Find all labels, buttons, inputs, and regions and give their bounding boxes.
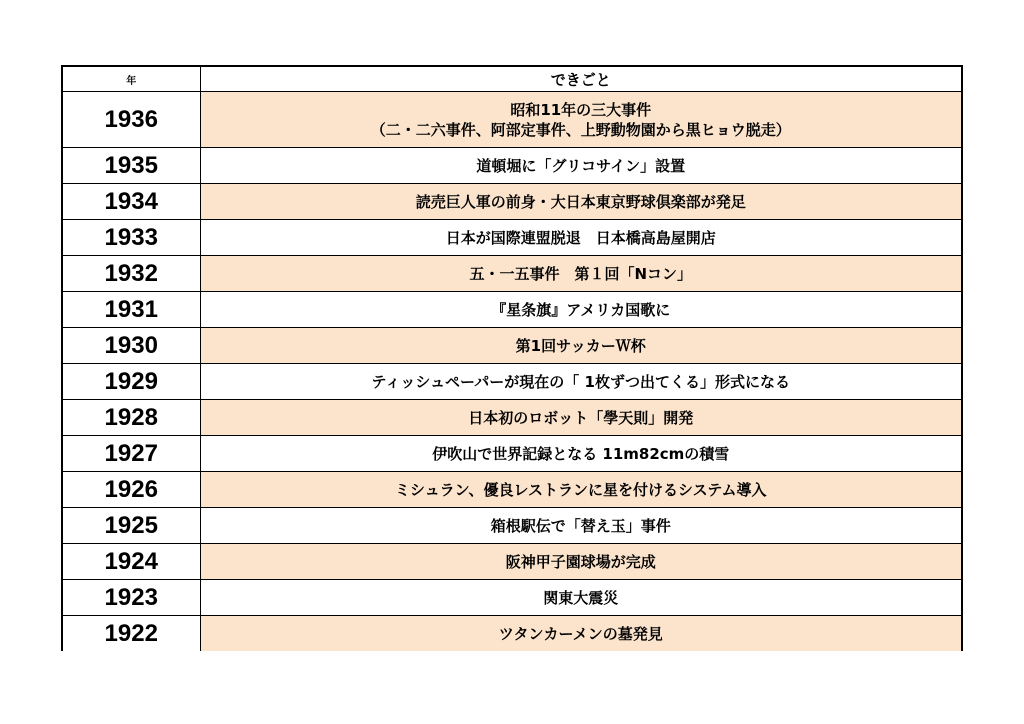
event-cell bbox=[200, 580, 962, 616]
event-text: 日本初のロボット「學天則」開発 bbox=[468, 408, 694, 427]
event-text: （二・二六事件、阿部定事件、上野動物園から黒ヒョウ脱走） bbox=[370, 120, 791, 139]
year-cell: 1922 bbox=[62, 616, 200, 652]
year-cell: 1933 bbox=[62, 220, 200, 256]
year-cell: 1926 bbox=[62, 472, 200, 508]
table-body bbox=[62, 92, 962, 652]
event-cell bbox=[200, 148, 962, 184]
event-text: 関東大震災 bbox=[543, 588, 619, 607]
event-text: ティッシュペーパーが現在の「 1枚ずつ出てくる」形式になる bbox=[371, 372, 790, 391]
event-cell bbox=[200, 184, 962, 220]
event-cell bbox=[200, 256, 962, 292]
year-cell: 1923 bbox=[62, 580, 200, 616]
event-text: 読売巨人軍の前身・大日本東京野球倶楽部が発足 bbox=[415, 192, 746, 211]
header-row bbox=[62, 66, 962, 92]
event-cell bbox=[200, 472, 962, 508]
year-cell: 1934 bbox=[62, 184, 200, 220]
table-row bbox=[62, 328, 962, 364]
event-text: 日本が国際連盟脱退 日本橋高島屋開店 bbox=[445, 228, 716, 247]
event-cell bbox=[200, 220, 962, 256]
table-row bbox=[62, 292, 962, 328]
table-row bbox=[62, 544, 962, 580]
event-text: ツタンカーメンの墓発見 bbox=[498, 624, 663, 643]
event-text: 阪神甲子園球場が完成 bbox=[505, 552, 656, 571]
year-cell: 1931 bbox=[62, 292, 200, 328]
table-row bbox=[62, 220, 962, 256]
table-row bbox=[62, 148, 962, 184]
event-cell bbox=[200, 400, 962, 436]
table-row bbox=[62, 436, 962, 472]
event-cell bbox=[200, 544, 962, 580]
event-cell bbox=[200, 328, 962, 364]
year-cell: 1935 bbox=[62, 148, 200, 184]
year-cell: 1928 bbox=[62, 400, 200, 436]
event-text: 五・一五事件 第１回「Nコン」 bbox=[469, 264, 693, 283]
event-text: 箱根駅伝で「替え玉」事件 bbox=[490, 516, 671, 535]
year-cell: 1924 bbox=[62, 544, 200, 580]
event-cell bbox=[200, 92, 962, 148]
year-cell: 1929 bbox=[62, 364, 200, 400]
event-text: 第1回サッカーＷ杯 bbox=[515, 336, 646, 355]
table-row bbox=[62, 580, 962, 616]
year-cell: 1925 bbox=[62, 508, 200, 544]
table-row bbox=[62, 508, 962, 544]
event-text: 道頓堀に「グリコサイン」設置 bbox=[476, 156, 686, 175]
event-cell bbox=[200, 436, 962, 472]
year-cell: 1927 bbox=[62, 436, 200, 472]
table-row bbox=[62, 616, 962, 652]
year-column-header: 年 bbox=[62, 66, 200, 92]
table-row bbox=[62, 92, 962, 148]
history-table bbox=[61, 65, 963, 651]
table-row bbox=[62, 256, 962, 292]
event-cell bbox=[200, 616, 962, 652]
table-row bbox=[62, 472, 962, 508]
event-cell bbox=[200, 364, 962, 400]
event-text: 昭和11年の三大事件 bbox=[510, 100, 652, 119]
year-cell: 1936 bbox=[62, 92, 200, 148]
table-row bbox=[62, 400, 962, 436]
event-text: 『星条旗』アメリカ国歌に bbox=[491, 300, 671, 319]
event-text: 伊吹山で世界記録となる 11m82cmの積雪 bbox=[432, 444, 730, 463]
event-column-header: できごと bbox=[200, 66, 962, 92]
event-text: ミシュラン、優良レストランに星を付けるシステム導入 bbox=[394, 480, 767, 499]
event-cell bbox=[200, 508, 962, 544]
year-cell: 1932 bbox=[62, 256, 200, 292]
event-cell bbox=[200, 292, 962, 328]
table-row bbox=[62, 184, 962, 220]
table-row bbox=[62, 364, 962, 400]
year-cell: 1930 bbox=[62, 328, 200, 364]
